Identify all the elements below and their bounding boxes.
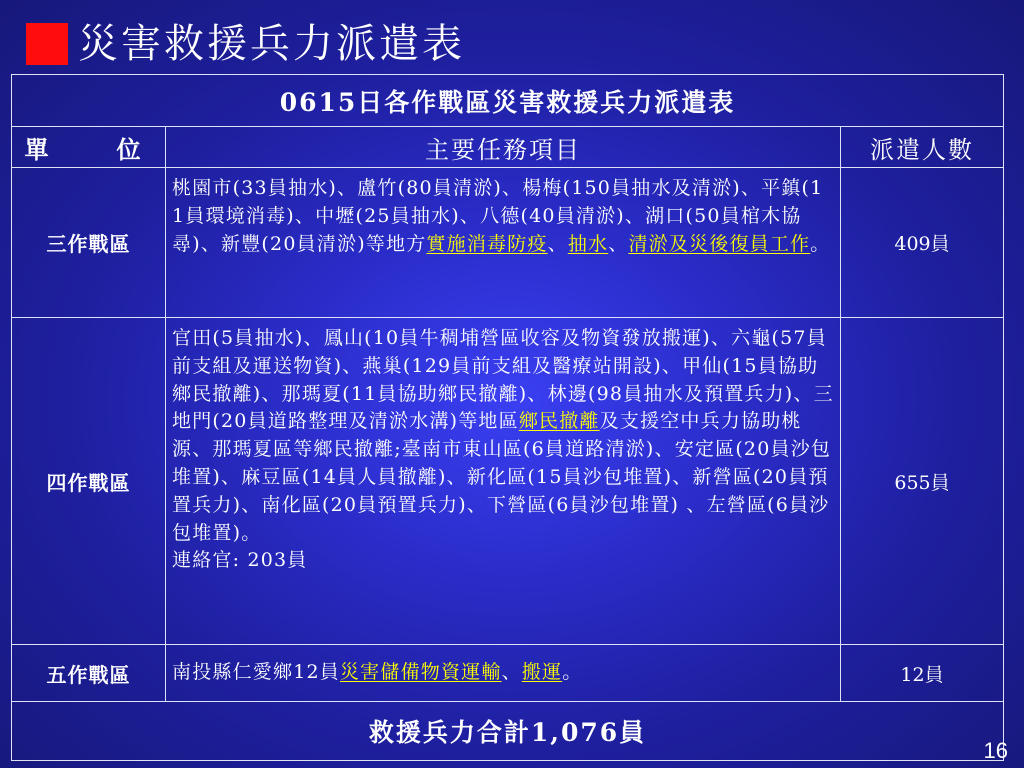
header-unit: 單 位 xyxy=(12,127,166,168)
task-highlight: 抽水 xyxy=(567,232,609,255)
task-cell xyxy=(166,318,841,645)
task-text: 及支援空中兵力協助桃源、那瑪夏區等鄉民撤離;臺南市東山區(6員道路清淤)、安定區(20員沙包堆置)、麻豆區(14員人員撤離)、新化區(15員沙包堆置)、新營區(20員預置兵力)、南化區(20員預置兵力)、下營區(6員沙包堆置) 、左營區(6員沙包堆置)。 xyxy=(172,410,832,544)
task-end: 。 xyxy=(810,232,831,255)
count-cell: 12員 xyxy=(841,645,1004,702)
task-text: 官田(5員抽水)、鳳山(10員牛稠埔營區收容及物資發放搬運)、六龜(57員前支組及運送物資)、燕巢(129員前支組及醫療站開設)、甲仙(15員協助鄉民撤離)、那瑪夏(11員協助鄉民撤離)、林邊(98員抽水及預置兵力)、三地門(20員道路整理及清淤水溝)等地區 xyxy=(172,327,834,433)
table-row xyxy=(12,168,1004,318)
deployment-table xyxy=(11,74,1004,761)
table-title-row xyxy=(12,75,1004,127)
task-end: 。 xyxy=(562,661,583,684)
unit-cell: 五作戰區 xyxy=(12,645,166,702)
task-cell xyxy=(166,645,841,702)
unit-cell: 四作戰區 xyxy=(12,318,166,645)
page-number: 16 xyxy=(983,738,1008,763)
unit-cell: 三作戰區 xyxy=(12,168,166,318)
task-highlight: 災害儲備物資運輸 xyxy=(339,661,502,684)
count-cell: 655員 xyxy=(841,318,1004,645)
table-title: 0615日各作戰區災害救援兵力派遣表 xyxy=(12,75,1004,127)
task-separator: 、 xyxy=(501,661,522,684)
task-highlight: 清淤及災後復員工作 xyxy=(628,232,811,255)
task-cell xyxy=(166,168,841,318)
count-cell: 409員 xyxy=(841,168,1004,318)
task-separator: 、 xyxy=(608,232,629,255)
task-text: 桃園市(33員抽水)、盧竹(80員清淤)、楊梅(150員抽水及清淤)、平鎮(11員環境消毒)、中壢(25員抽水)、八德(40員清淤)、湖口(50員棺木協尋)、新豐(20員清淤)等地方 xyxy=(172,177,824,255)
header-count: 派遣人數 xyxy=(841,127,1004,168)
task-highlight: 搬運 xyxy=(521,661,563,684)
task-highlight: 實施消毒防疫 xyxy=(426,232,548,255)
table-total-row xyxy=(12,702,1004,761)
liaison-text: 連絡官: 203員 xyxy=(172,549,308,572)
slide-title: 災害救援兵力派遣表 xyxy=(78,21,465,67)
total-text: 救援兵力合計1,076員 xyxy=(12,702,1004,761)
table-row xyxy=(12,645,1004,702)
title-bullet-square xyxy=(26,23,68,65)
table-header-row xyxy=(12,127,1004,168)
table-row xyxy=(12,318,1004,645)
task-highlight: 鄉民撤離 xyxy=(518,410,600,433)
task-text: 南投縣仁愛鄉12員 xyxy=(172,661,340,684)
header-task: 主要任務項目 xyxy=(166,127,841,168)
task-separator: 、 xyxy=(547,232,568,255)
